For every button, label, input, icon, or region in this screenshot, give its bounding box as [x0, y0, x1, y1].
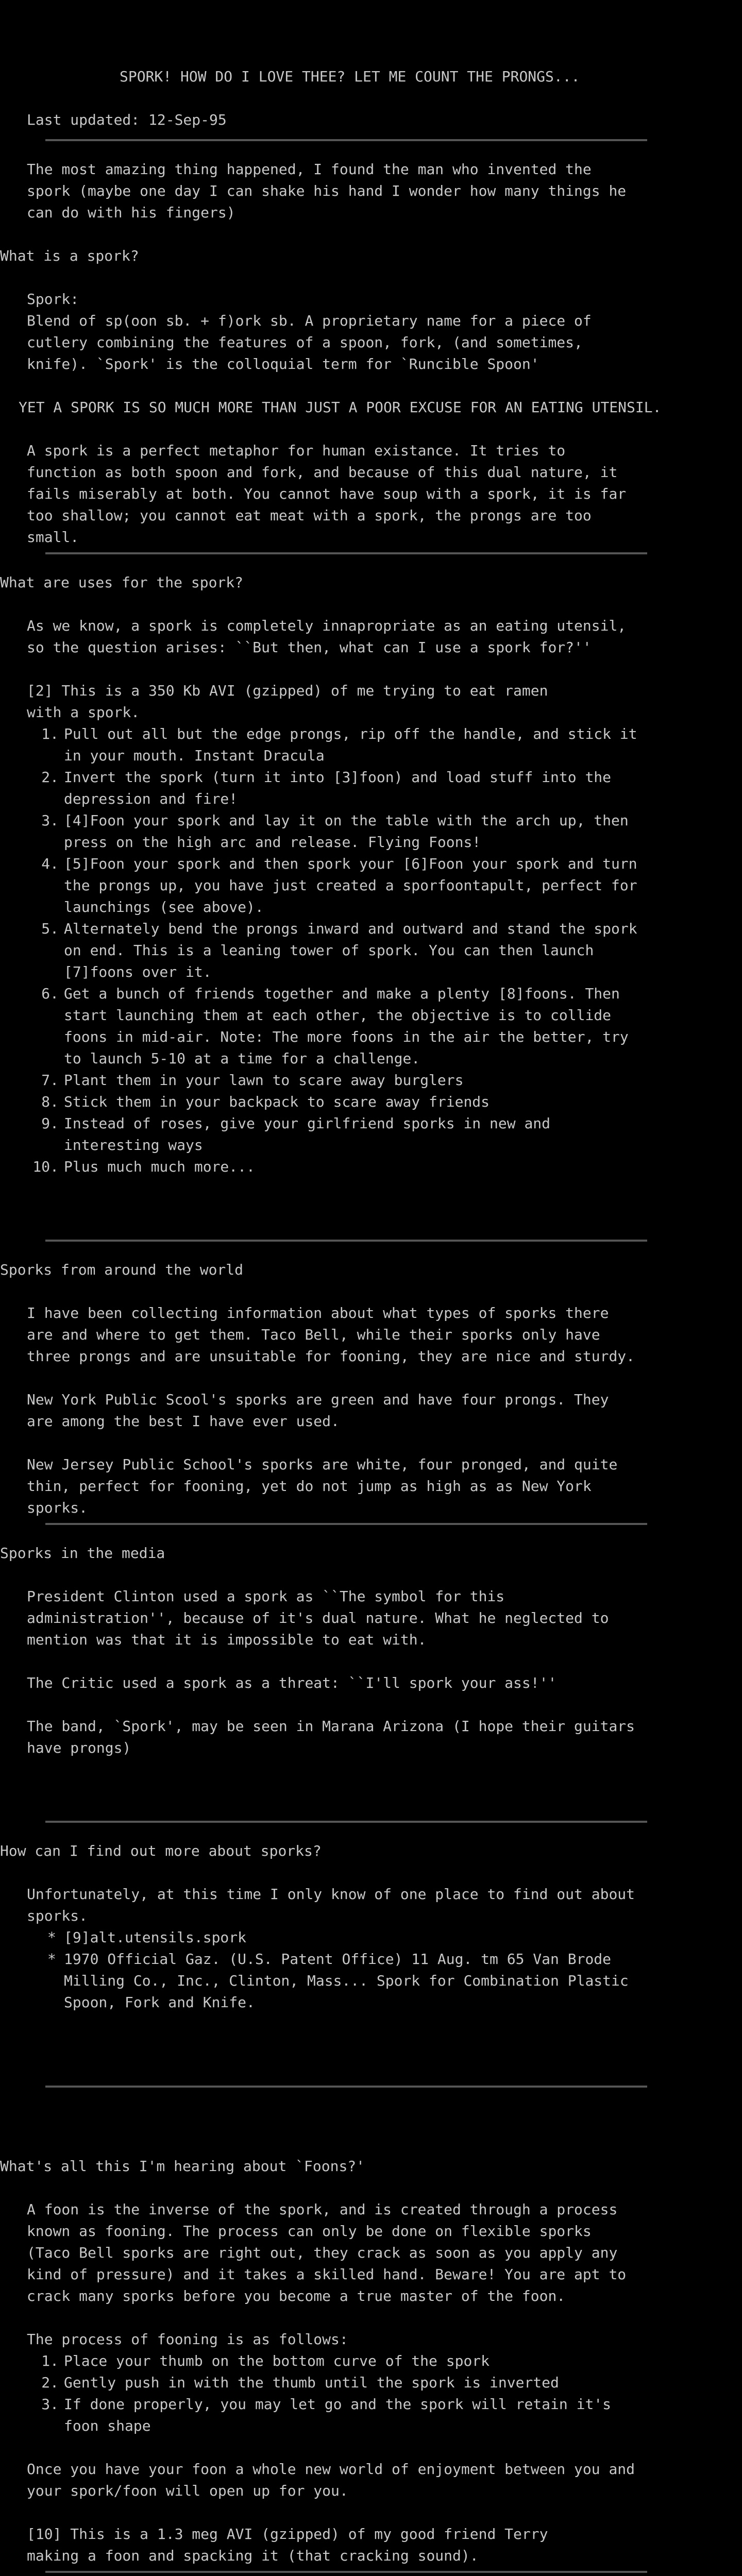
list-item: 9. Instead of roses, give your girlfriend sporks in new and interesting ways — [41, 1115, 551, 1154]
heading-around-world: Sporks from around the world — [0, 1261, 244, 1278]
foon-avi-paragraph — [27, 2523, 742, 2567]
definition-text: Blend of sp(oon sb. + f)ork sb. A proprietary name for a piece of cutlery combining the features of a spoon, fork, (and sometimes, knife). `Spork' is the colloquial term for `Runcible Spoon' — [27, 312, 592, 372]
shout-text: YET A SPORK IS SO MUCH MORE THAN JUST A POOR EXCUSE FOR AN EATING UTENSIL. — [19, 399, 662, 416]
list-item: 4. [5]Foon your spork and then spork your [6]Foon your spork and turn the prongs up, you have just created a sporfoontapult, perfect for launchings (see above). — [41, 855, 637, 916]
divider — [45, 2571, 647, 2573]
process-intro: The process of fooning is as follows: — [27, 2331, 348, 2348]
list-item: 1. Pull out all but the edge prongs, rip off the handle, and stick it in your mouth. Instant Dracula — [41, 725, 637, 764]
divider — [45, 139, 647, 141]
uses-list — [0, 723, 742, 1178]
around-world-p3: New Jersey Public School's sporks are white, four pronged, and quite thin, perfect for fooning, yet do not jump as high as as New York sporks. — [27, 1456, 618, 1516]
newsgroup-link[interactable]: [9]alt.utensils.spork — [64, 1929, 247, 1946]
resource-list — [0, 1927, 742, 2013]
divider — [45, 1821, 647, 1823]
page-title: SPORK! HOW DO I LOVE THEE? LET ME COUNT THE PRONGS... — [120, 68, 580, 85]
divider — [45, 552, 647, 554]
avi-paragraph — [27, 680, 742, 723]
intro-paragraph: The most amazing thing happened, I found the man who invented the spork (maybe one day I can shake his hand I wonder how many things he can do with his fingers) — [27, 161, 627, 221]
avi-link[interactable]: [2] — [27, 682, 53, 699]
foons-p2: Once you have your foon a whole new world of enjoyment between you and your spork/foon will open up for you. — [27, 2461, 635, 2499]
find-out-intro: Unfortunately, at this time I only know of one place to find out about sporks. — [27, 1886, 635, 1924]
list-item: 8. Stick them in your backpack to scare away friends — [41, 1093, 490, 1110]
list-item: 3. If done properly, you may let go and the spork will retain it's foon shape — [41, 2396, 612, 2434]
around-world-p1: I have been collecting information about what types of sporks there are and where to get them. Taco Bell, while their sporks only have three prongs and are unsuitable for fooning, they are nice and sturdy. — [27, 1304, 635, 1365]
foon-avi-description: This is a 1.3 meg AVI (gzipped) of my good friend Terry making a foon and spacking it (that cracking sound). — [27, 2526, 548, 2564]
divider — [45, 1523, 647, 1525]
list-item: • * 1970 Official Gaz. (U.S. Patent Office) 11 Aug. tm 65 Van Brode Milling Co., Inc., Clinton, Mass... Spork for Combination Plastic Spoon, Fork and Knife. — [0, 1948, 742, 2013]
definition-term: Spork: — [27, 291, 79, 308]
media-p2: The Critic used a spork as a threat: ``I'll spork your ass!'' — [27, 1674, 557, 1691]
list-item: 2. Gently push in with the thumb until the spork is inverted — [41, 2374, 559, 2391]
uses-intro: As we know, a spork is completely innapropriate as an eating utensil, so the question arises: ``But then, what can I use a spork for?'' — [27, 617, 627, 656]
around-world-p2: New York Public Scool's sporks are green and have four prongs. They are among the best I have ever used. — [27, 1391, 609, 1430]
divider — [45, 2086, 647, 2088]
list-item: 1. Place your thumb on the bottom curve of the spork — [41, 2352, 490, 2369]
heading-what-is: What is a spork? — [0, 247, 139, 264]
heading-media: Sporks in the media — [0, 1545, 165, 1562]
foon-avi-link[interactable]: [10] — [27, 2526, 62, 2543]
list-item[interactable]: • * [9]alt.utensils.spork — [0, 1927, 742, 1948]
last-updated: Last updated: 12-Sep-95 — [27, 111, 227, 128]
foons-p1: A foon is the inverse of the spork, and is created through a process known as fooning. The process can only be done on flexible sporks (Taco Bell sporks are right out, they crack as soon as you apply any kind of pressure) and it takes a skilled hand. Beware! You are apt to crack many sporks before you become a true master of the foon. — [27, 2201, 627, 2304]
media-p1: President Clinton used a spork as ``The symbol for this administration'', because of it's dual nature. What he neglected to mention was that it is impossible to eat with. — [27, 1588, 609, 1648]
list-item: 2. Invert the spork (turn it into [3]foon) and load stuff into the depression and fire! — [41, 769, 612, 807]
divider — [45, 1240, 647, 1242]
list-item: 7. Plant them in your lawn to scare away burglers — [41, 1072, 464, 1089]
metaphor-paragraph: A spork is a perfect metaphor for human existance. It tries to function as both spoon and fork, and because of this dual nature, it fails miserably at both. You cannot have soup with a spork, it is far too shallow; you cannot eat meat with a spork, the prongs are too small. — [27, 442, 627, 546]
avi-description: This is a 350 Kb AVI (gzipped) of me trying to eat ramen with a spork. — [27, 682, 548, 721]
heading-foons: What's all this I'm hearing about `Foons?' — [0, 2158, 365, 2175]
list-item: 5. Alternately bend the prongs inward and outward and stand the spork on end. This is a leaning tower of spork. You can then launch [7]foons over it. — [41, 920, 637, 980]
list-item: 3. [4]Foon your spork and lay it on the table with the arch up, then press on the high arc and release. Flying Foons! — [41, 812, 629, 851]
heading-find-out: How can I find out more about sporks? — [0, 1842, 322, 1859]
heading-uses: What are uses for the spork? — [0, 574, 244, 591]
list-item: 6. Get a bunch of friends together and make a plenty [8]foons. Then start launching them at each other, the objective is to collide foons in mid-air. Note: The more foons in the air the better, try to launch 5-10 at a time for a challenge. — [41, 985, 629, 1067]
media-p3: The band, `Spork', may be seen in Marana Arizona (I hope their guitars have prongs) — [27, 1718, 635, 1756]
list-item: 10. Plus much much more... — [32, 1158, 255, 1175]
fooning-steps — [0, 2350, 742, 2437]
